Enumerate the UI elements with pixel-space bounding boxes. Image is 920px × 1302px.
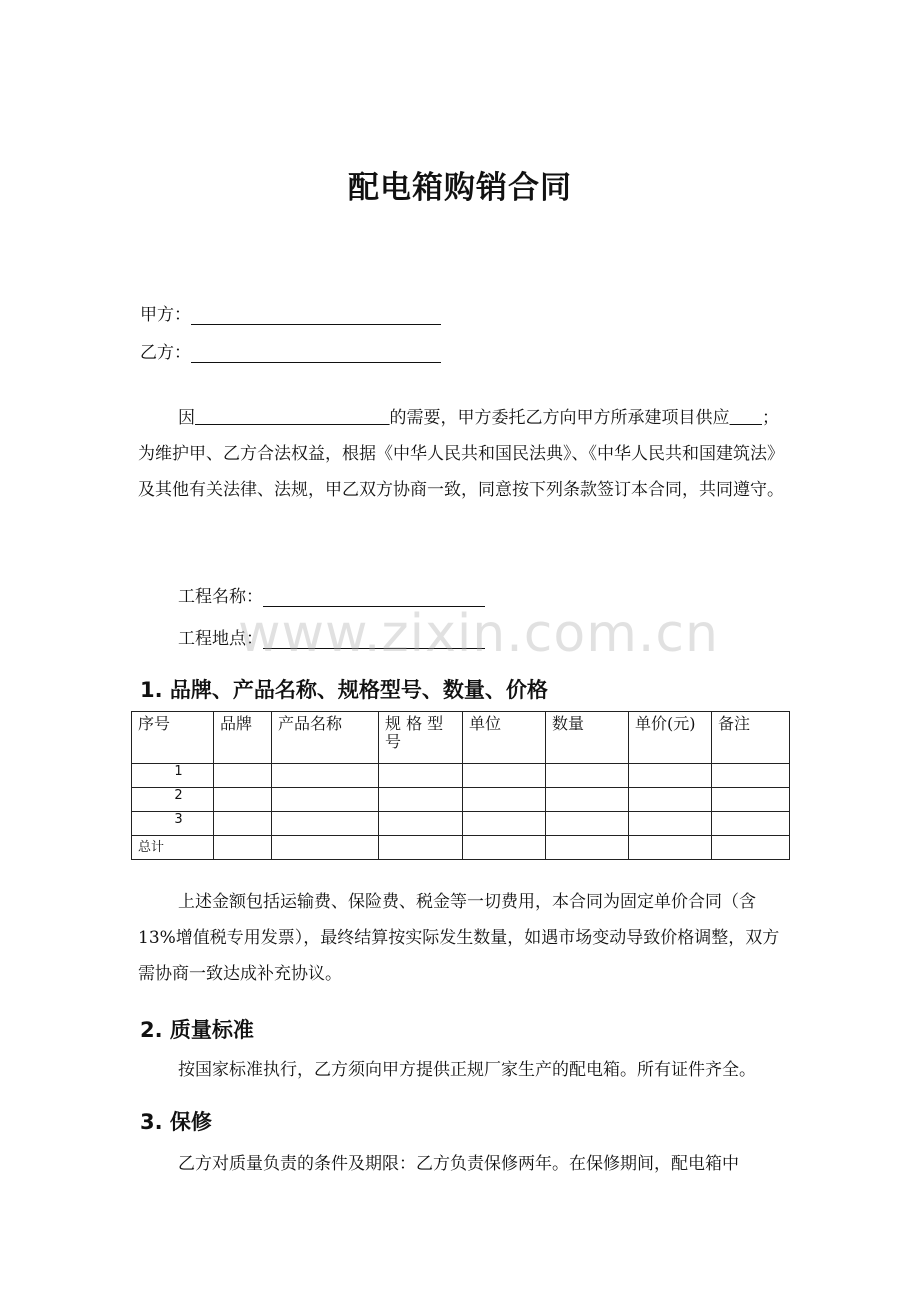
cell-unit[interactable] <box>463 812 546 836</box>
table-row <box>132 764 790 788</box>
cell-unit-price[interactable] <box>629 812 712 836</box>
party-a-row <box>140 300 441 325</box>
col-spec-model: 规 格 型号 <box>379 712 463 764</box>
cell-product-name[interactable] <box>272 836 379 860</box>
section-2-heading: 2. 质量标准 <box>140 1018 254 1042</box>
intro-blank-supply[interactable] <box>730 408 762 428</box>
cell-brand[interactable] <box>214 788 272 812</box>
goods-table <box>131 711 790 860</box>
cell-product-name[interactable] <box>272 788 379 812</box>
cell-spec-model[interactable] <box>379 788 463 812</box>
cell-quantity[interactable] <box>546 788 629 812</box>
row-index: 3 <box>132 812 214 836</box>
cell-unit[interactable] <box>463 764 546 788</box>
cell-quantity[interactable] <box>546 836 629 860</box>
intro-paragraph <box>138 400 786 508</box>
cell-brand[interactable] <box>214 764 272 788</box>
intro-blank-need[interactable] <box>195 408 390 428</box>
intro-mid: 的需要，甲方委托乙方向甲方所承建项目供应 <box>389 408 730 428</box>
watermark: www.zixin.com.cn <box>238 604 719 664</box>
col-unit: 单位 <box>463 712 546 764</box>
row-index: 1 <box>132 764 214 788</box>
cell-unit-price[interactable] <box>629 836 712 860</box>
table-row <box>132 812 790 836</box>
party-b-blank[interactable] <box>191 342 441 363</box>
col-product-name: 产品名称 <box>272 712 379 764</box>
project-location-label: 工程地点： <box>178 629 263 649</box>
intro-rest: ；为维护甲、乙方合法权益，根据《中华人民共和国民法典》、《中华人民共和国建筑法》及其他有关法律、法规，甲乙双方协商一致，同意按下列条款签订本合同，共同遵守。 <box>138 408 784 500</box>
cell-unit[interactable] <box>463 836 546 860</box>
cell-spec-model[interactable] <box>379 764 463 788</box>
price-note-paragraph: 上述金额包括运输费、保险费、税金等一切费用，本合同为固定单价合同（含13%增值税专用发票），最终结算按实际发生数量，如遇市场变动导致价格调整，双方需协商一致达成补充协议。 <box>138 892 780 984</box>
cell-product-name[interactable] <box>272 764 379 788</box>
cell-quantity[interactable] <box>546 812 629 836</box>
section-1-heading: 1. 品牌、产品名称、规格型号、数量、价格 <box>140 678 548 702</box>
cell-brand[interactable] <box>214 836 272 860</box>
party-a-blank[interactable] <box>191 304 441 325</box>
cell-remarks[interactable] <box>712 812 790 836</box>
col-remarks: 备注 <box>712 712 790 764</box>
table-total-row <box>132 836 790 860</box>
party-b-row <box>140 338 441 363</box>
cell-brand[interactable] <box>214 812 272 836</box>
table-row <box>132 788 790 812</box>
cell-remarks[interactable] <box>712 764 790 788</box>
cell-product-name[interactable] <box>272 812 379 836</box>
table-header-row <box>132 712 790 764</box>
col-quantity: 数量 <box>546 712 629 764</box>
cell-quantity[interactable] <box>546 764 629 788</box>
total-label: 总计 <box>132 836 214 860</box>
col-index: 序号 <box>132 712 214 764</box>
cell-remarks[interactable] <box>712 836 790 860</box>
contract-title: 配电箱购销合同 <box>348 170 572 206</box>
col-unit-price: 单价(元) <box>629 712 712 764</box>
cell-remarks[interactable] <box>712 788 790 812</box>
cell-spec-model[interactable] <box>379 812 463 836</box>
cell-unit-price[interactable] <box>629 764 712 788</box>
quality-paragraph: 按国家标准执行，乙方须向甲方提供正规厂家生产的配电箱。所有证件齐全。 <box>178 1060 756 1080</box>
row-index: 2 <box>132 788 214 812</box>
cell-unit[interactable] <box>463 788 546 812</box>
col-brand: 品牌 <box>214 712 272 764</box>
intro-lead: 因 <box>178 408 195 428</box>
warranty-paragraph: 乙方对质量负责的条件及期限：乙方负责保修两年。在保修期间，配电箱中 <box>178 1154 739 1174</box>
party-b-label: 乙方： <box>140 343 191 363</box>
project-name-label: 工程名称： <box>178 587 263 607</box>
section-3-heading: 3. 保修 <box>140 1110 212 1134</box>
party-a-label: 甲方： <box>140 305 191 325</box>
cell-unit-price[interactable] <box>629 788 712 812</box>
cell-spec-model[interactable] <box>379 836 463 860</box>
